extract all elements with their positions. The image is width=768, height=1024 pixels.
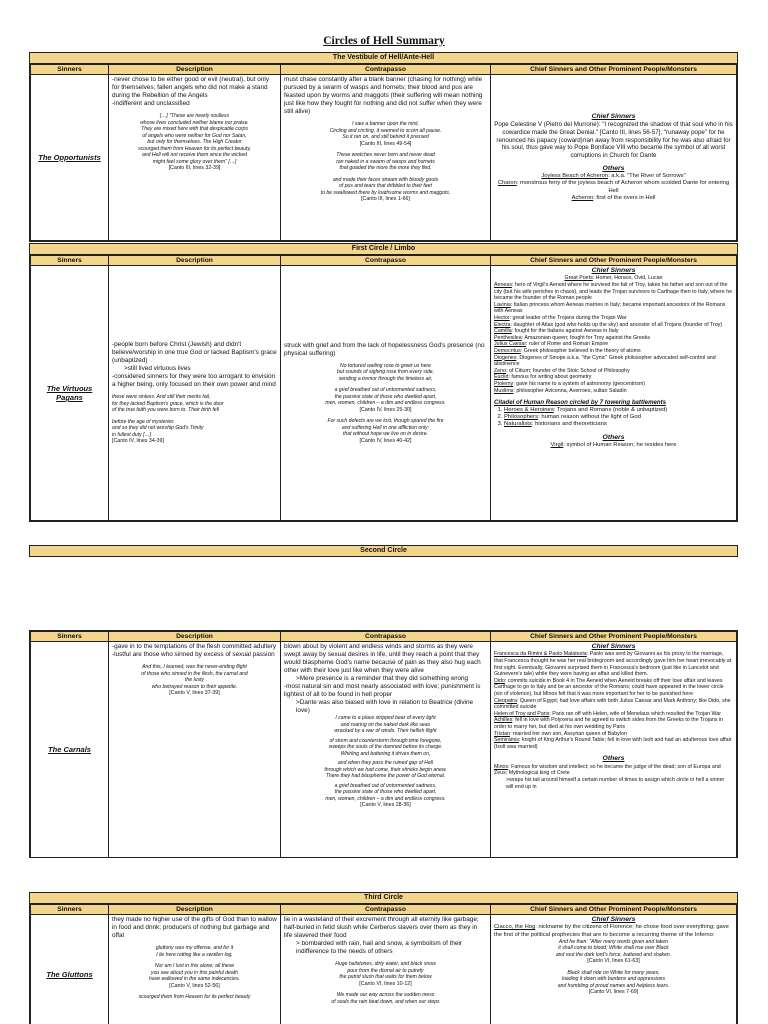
description-text: -gave in to the temptations of the flesh committed adultery — [112, 643, 277, 650]
others-entry: Acheron: first of the rivers in Hell — [571, 194, 656, 201]
chief-entry: Julius Caesar: ruler of Rome and Roman Empire — [494, 341, 609, 348]
quote-line: and so they did not worship God's Trinity — [112, 425, 204, 432]
header-contrapasso: Contrapasso — [281, 632, 491, 642]
page-title: Circles of Hell Summary — [323, 35, 445, 47]
header-contrapasso: Contrapasso — [281, 65, 491, 75]
carnals-section — [29, 630, 738, 858]
vestibule-table — [30, 64, 737, 241]
quote-line: whose lives concluded neither blame nor praise. — [140, 119, 249, 126]
quote-citation: [Canto VI, lines 10-12] — [359, 980, 412, 987]
quote-citation: [Canto V, lines 52-56] — [169, 982, 220, 989]
quote-line: ran naked in a swarm of wasps and hornets — [336, 158, 435, 165]
description-text: -considered sinners for they were too arrogant to envision a higher being, only focused on their own power and mind — [112, 373, 276, 389]
contrapasso-text: >Dante was also biased with love in relation to Beatrice (divine love) — [296, 699, 474, 714]
header-description: Description — [109, 905, 281, 915]
contrapasso-text: struck with grief and from the lack of hopelessness God's presence (no physical suffering) — [284, 341, 485, 357]
header-contrapasso: Contrapasso — [281, 256, 491, 266]
contrapasso-text: >Mere presence is a reminder that they did something wrong — [296, 675, 469, 682]
description-cell — [109, 915, 281, 1024]
contrapasso-cell — [281, 642, 491, 858]
sinner-name: The Opportunists — [31, 75, 109, 241]
quote-line: the lusty — [185, 677, 204, 684]
header-sinners: Sinners — [31, 256, 109, 266]
quote-line: and made their faces stream with bloody gouts — [332, 176, 439, 183]
vestibule-section — [29, 52, 738, 242]
quote-line: through which we had come, their shrieks begin anew. — [324, 766, 447, 773]
chief-entry: Camilla: fought for the Italians against Aeneas in Italy — [494, 328, 619, 335]
quote-line: Nor am I lost in this alone; all these — [154, 963, 235, 970]
quote-line: before the age of mysteries — [112, 418, 174, 425]
others-entry: Joyless Beach of Acheron: a.k.a. "The River of Sorrows" — [541, 173, 686, 180]
contrapasso-text: -most natural sin and most nearly associated with love; punishment is lightest of all to be found in hell proper — [284, 683, 481, 698]
quote-citation: [Canto IV, lines 34-39] — [112, 438, 164, 445]
quote-citation: [Canto III, lines 32-39] — [168, 165, 221, 172]
carnals-table — [30, 631, 737, 858]
quote-line: of those who sinned in the flesh, the carnal and — [141, 670, 248, 677]
quote-citation: [Canto V, lines 37-39] — [169, 690, 220, 697]
second-circle-band: Second Circle — [29, 545, 738, 557]
quote-line: but only for themselves. The High Creator — [147, 139, 242, 146]
limbo-band: First Circle / Limbo — [30, 244, 737, 255]
description-cell — [109, 642, 281, 858]
chief-cell — [491, 915, 737, 1024]
quote-line: I came to a place stripped bear of every light — [335, 715, 436, 721]
quote-line: and humbling of proud names and helpless tears. — [557, 982, 670, 989]
citadel-heading: Citadel of Human Reason circled by 7 towering battlements — [494, 399, 667, 407]
contrapasso-cell — [281, 915, 491, 1024]
table-header-row — [31, 65, 737, 75]
quote-line: a grief breathed out of untormented sadness, — [334, 387, 437, 394]
others-heading: Others — [602, 164, 625, 172]
others-entry: >wraps his tail around himself a certain number of times to assign which circle in hell a sinner will end up in — [506, 776, 725, 790]
header-description: Description — [109, 65, 281, 75]
quote-line: a grief breathed out of untormented sadness, — [334, 782, 437, 789]
header-chief: Chief Sinners and Other Prominent People/Monsters — [491, 905, 737, 915]
contrapasso-text: > bombarded with rain, hail and snow, a symbolism of their indifference to the needs of others — [296, 940, 463, 955]
gluttons-band: Third Circle — [30, 893, 737, 904]
header-chief: Chief Sinners and Other Prominent People/Monsters — [491, 632, 737, 642]
header-sinners: Sinners — [31, 65, 109, 75]
description-cell — [109, 75, 281, 241]
contrapasso-text: lie in a wasteland of their excrement through all eternity like garbage; half-buried in fetid slush while Cerberus slavers over them as they in life slavered their food — [284, 916, 479, 939]
quote-citation: [Canto IV, lines 40-42] — [359, 437, 412, 444]
quote-line: Huge hailstones, dirty water, and black snow — [335, 961, 436, 967]
quote-line: loading it down with burdens and oppressions — [561, 976, 666, 983]
chief-entry: Dido: commits suicide in Book 4 in The Aeneid when Aeneid breaks off their love affair and leaves Carthage to go to Italy and be an ancestor of the Romans; could have appeared in the lower circle (sin of violence), but Minos felt that it was more important for her to be punished here — [494, 677, 724, 697]
limbo-table — [30, 255, 737, 521]
quote-line: And he then: "After many words given and taken — [558, 938, 669, 945]
quote-line: you see about you in this painful death — [151, 969, 238, 976]
contrapasso-cell — [281, 75, 491, 241]
quote-line: men, women, children – a dim and endless congress. — [325, 795, 446, 802]
chief-entry: Semiramis: knight of King Arthur's Round Table; fell in love with Isolt and had an adulterous love affair (Isolt was married) — [494, 737, 732, 750]
quote-line: of souls the rain beat down, and when our steps — [331, 998, 440, 1005]
chief-heading: Chief Sinners — [591, 267, 636, 274]
chief-heading: Chief Sinners — [591, 112, 636, 120]
quote-line: who betrayed reason to their appetite. — [151, 683, 238, 690]
quote-line: but sounds of sighing rose from every side, — [336, 369, 435, 376]
chief-entry: Democritus: Greek philosopher believed in the theory of atoms — [494, 347, 641, 354]
quote-line: the putrid slush that waits for them below — [339, 974, 432, 981]
table-header-row — [31, 256, 737, 266]
quote-line: gluttony was my offense, and for it — [155, 945, 234, 951]
chief-entry: Euclid: famous for writing about geometry — [494, 374, 592, 381]
quote-line: So it ran on, and still behind it pressed — [342, 134, 429, 141]
chief-entry: Ciacco, the Hog: nickname by the citizens of Florence; he chose food over everything; gave the first of the political prophecies that are to become a recurring theme of the Inferno: — [494, 924, 729, 938]
quote-line: scourged them from Heaven for its perfect beauty, — [138, 145, 251, 152]
chief-entry: Electra: daughter of Atlas (god who holds up the sky) and ancestor of all Trojans (founder of Troy) — [494, 321, 723, 328]
quote-line: that goaded the more the more they fled, — [339, 165, 432, 172]
list-item: 3. Naturalists: historians and theoreticians — [504, 421, 733, 428]
chief-entry: Francesca da Rimini & Paolo Malatesta: Paolo was sent by Giovanni as his proxy to the marriage, that Francesca thought he was her real bridegroom and accordingly gave him her heart irrevocably at first sight. Eventually, Giovanni surprised them in Francesca's bedroom (just like in Lancelot and Guinevere's tale) while they were having an affair and killed them. — [494, 651, 732, 678]
chief-cell — [491, 642, 737, 858]
chief-entry: Tristan: married her own son, Assyrian queen of Babylon — [494, 730, 627, 737]
description-cell — [109, 266, 281, 521]
chief-entries — [494, 651, 733, 750]
description-text: -people born before Christ (Jewish) and didn't believe/worship in one true God or lacked Baptism's grace (unbaptized) — [112, 341, 277, 365]
quote-line: that without hope we live on in desire. — [343, 431, 428, 438]
header-sinners: Sinners — [31, 905, 109, 915]
description-text: -never chose to be either good or evil (neutral), but only for themselves; fallen angels who did not make a stand during the Rebellion of the Angels — [112, 76, 270, 99]
quote-line: of storm and counterstorm through time foregone, — [329, 737, 442, 744]
others-entry: Charon: monstrous ferry of the joyless beach of Acheron whom scolded Dante for entering Hell — [497, 180, 730, 194]
others-entry: Virgil: symbol of Human Reason; he resides here — [550, 442, 677, 449]
list-item: 2. Philosophers: human reason without the light of God — [504, 414, 733, 421]
gluttons-table — [30, 904, 737, 1024]
table-header-row — [31, 905, 737, 915]
quote-line: men, women, children – a dim and endless congress. — [325, 400, 446, 407]
chief-entry: Hector: great leader of the Trojans during the Trojan War — [494, 314, 627, 321]
quote-line: and rout the dark lord's force, battered and shaken. — [555, 951, 672, 958]
table-row — [31, 915, 737, 1024]
others-heading: Others — [602, 433, 625, 441]
chief-entry: Diogenes: Diogenes of Sinope a.k.a. "the Cynic" Greek philosopher advocated self-control and abstinence — [494, 354, 716, 368]
sinner-name: The Virtuous Pagans — [31, 266, 109, 521]
chief-entry: Helen of Troy and Paris: Paris ran off with Helen, wife of Menelaus which resulted the Trojan War — [494, 710, 721, 717]
quote-line: the passive state of those who dwelled apart, — [334, 789, 437, 796]
quote-line: have wallowed in the same indecencies. — [149, 976, 240, 983]
quote-line: the passive state of those who dwelled apart, — [334, 393, 437, 400]
quote-line: and roaring on the naked dark like seas — [340, 721, 431, 728]
description-text: -lustful are those who sinned by excess of sexual passion — [112, 651, 275, 658]
description-text: they made no higher use of the gifts of God than to wallow in food and drink; producers of nothing but garbage and offal — [112, 916, 277, 939]
quote-citation: [Canto VI, lines 61-63] — [587, 958, 640, 965]
quote-citation: [Canto VI, lines 7-69] — [588, 989, 639, 996]
chief-entry: Muslims: philosopher Avicenna, Averroes, sultan Saladin — [494, 387, 627, 394]
chief-entry: Penthesilea: Amazonian queen; fought for Troy against the Greeks — [494, 334, 651, 341]
chief-heading: Chief Sinners — [591, 643, 636, 650]
limbo-section — [29, 243, 738, 522]
quote-line: pour from the dismal air to putrefy — [347, 967, 424, 974]
contrapasso-text: must chase constantly after a blank banner (chasing for nothing) while pursued by a swarm of wasps and hornets; their blood and pus are feasted upon by worms and maggots (their suffering will mean nothing just like how they fought for nothing and did not suffer when they were still alive) — [284, 76, 483, 115]
quote-citation: [Canto III, lines 1-66] — [361, 196, 410, 203]
chief-cell — [491, 266, 737, 521]
quote-line: for they lacked Baptism's grace, which is the door — [112, 400, 224, 407]
quote-line: scourged them from Heaven for its perfect beauty — [138, 994, 251, 1001]
quote-line: of angels who were neither for God nor Satan, — [142, 132, 247, 139]
header-chief: Chief Sinners and Other Prominent People/Monsters — [491, 65, 737, 75]
quote-line: it shall come to blood; White shall rise over Black — [558, 945, 669, 952]
others-heading: Others — [602, 755, 625, 763]
quote-line: They are mixed here with that despicable corps — [141, 126, 248, 133]
quote-line: wracked by a war of winds. Their hellish flight — [334, 728, 437, 735]
header-description: Description — [109, 632, 281, 642]
quote-line: Circling and circling, it seemed to scorn all pause. — [329, 127, 442, 134]
chief-entries — [494, 282, 733, 394]
quote-line: Black shall ride on White for many years, — [567, 969, 660, 976]
gluttons-section — [29, 892, 738, 1024]
chief-entry: Zeno: of Citium; founder of the Stoic School of Philosophy — [494, 367, 630, 374]
quote-line: […] "These are nearly soulless — [159, 113, 230, 119]
chief-entry: Aeneas: hero of Virgil's Aeneid where he survived the fall of Troy, takes his father and son out of the city (but his wife perishes in chaos), and leads the Trojan survivors to Carthage then to Italy, where he became the founder of the Roman people — [494, 281, 733, 302]
chief-cell — [491, 75, 737, 241]
others-entry: Minos: Famous for wisdom and intellect; so he became the judge of the dead; son of Europa and Zeus; Mythological king of Crete — [494, 763, 721, 777]
contrapasso-cell — [281, 266, 491, 521]
quote-line: No tortured wailing rose to greet us here — [340, 362, 431, 369]
great-poets: Great Poets: Homer, Horace, Ovid, Lucan — [564, 275, 663, 282]
quote-line: sweeps the souls of the damned before its charge. — [328, 744, 443, 751]
chief-text: Pope Celestine V (Pietro del Murrone): "I recognized the shadow of that soul who in his cowardice made the Great Denial." [Canto III, lines 56-57]; "runaway pope" for he renounced his papacy (coward)/ran away from responsibility for he was also afraid for his soul, thus gave way to Pope Boniface VIII who became the symbol of all worst corruptions in Church for Dante — [494, 121, 733, 160]
sinner-name: The Carnals — [31, 642, 109, 858]
chief-entry: Achilles: fell in love with Polyxena and he agreed to switch sides from the Greeks to the Trojans in order to marry her, but died at his own wedding by Paris — [494, 717, 724, 730]
quote-line: sending a tremor through the timeless air, — [338, 375, 433, 382]
list-item: 1. Heroes & Heroines: Trojans and Romans (noble & unbaptized) — [504, 407, 733, 414]
quote-citation: [Canto V, lines 28-36] — [360, 802, 411, 809]
quote-line: And this, I learned, was the never-ending flight — [142, 664, 247, 670]
quote-line: Whirling and battering it drives them on, — [340, 750, 431, 757]
quote-line: For such defects are we lost, though spared the fire — [327, 418, 444, 425]
chief-entry: Ptolemy: gave his name to a system of astronomy (geocentrism) — [494, 381, 646, 388]
quote-line: in fullest duty […] — [112, 431, 152, 438]
quote-line: and Hell will not receive them since the wicked — [141, 152, 248, 159]
description-text: -indifferent and unclassified — [112, 100, 190, 107]
chief-entry: Cleopatra: Queen of Egypt; had love affairs with both Julius Caesar and Mark Anthony; like Dido, she committed suicide — [494, 697, 731, 711]
chief-heading: Chief Sinners — [591, 916, 636, 923]
contrapasso-text: blown about by violent and endless winds and storms as they were swept away by sexual desires in life, until they reach a point that they would blaspheme God's name because of pain as they also hug each other with their love just like when they were alive — [284, 643, 481, 674]
quote-citation: [Canto III, lines 49-54] — [359, 140, 412, 147]
header-chief: Chief Sinners and Other Prominent People/Monsters — [491, 256, 737, 266]
header-description: Description — [109, 256, 281, 266]
quote-line: These wretches never born and never dead — [336, 152, 435, 159]
description-text: >still lived virtuous lives — [124, 365, 191, 373]
header-contrapasso: Contrapasso — [281, 905, 491, 915]
quote-line: We made our way across the sodden mess — [336, 992, 435, 999]
table-row — [31, 642, 737, 858]
vestibule-band: The Vestibule of Hell/Ante-Hell — [30, 53, 737, 64]
contrapasso-quote — [284, 715, 487, 809]
table-row — [31, 75, 737, 241]
quote-line: of the true faith you were born to. Their birth fell — [112, 407, 220, 414]
table-header-row — [31, 632, 737, 642]
chief-entry: Lavinia: Italian princess whom Aeneas marries in Italy; became important ancestors of the Romans with Aeneas — [494, 301, 726, 315]
citadel-list — [494, 407, 733, 429]
quote-line: and when they pass the ruined gap of Hell — [337, 760, 434, 767]
quote-line: I saw a banner upon the mist, — [352, 121, 419, 127]
sinner-name: The Gluttons — [31, 915, 109, 1024]
quote-line: might feel some glory over them" […] — [152, 158, 237, 165]
quote-line: to be swallowed there by loathsome worms and maggots. — [320, 189, 451, 196]
quote-line: I lie here rotting like a swollen log. — [156, 951, 233, 958]
quote-line: and suffering Hell in one affliction only: — [341, 424, 430, 431]
quote-line: of pus and tears that dribbled to their feet — [339, 183, 432, 190]
quote-line: There they had blaspheme the power of God eternal. — [325, 773, 446, 780]
quote-line: these were sinless. And still their merits fail, — [112, 394, 211, 401]
quote-citation: [Canto IV, lines 25-30] — [359, 406, 412, 413]
table-row — [31, 266, 737, 521]
header-sinners: Sinners — [31, 632, 109, 642]
